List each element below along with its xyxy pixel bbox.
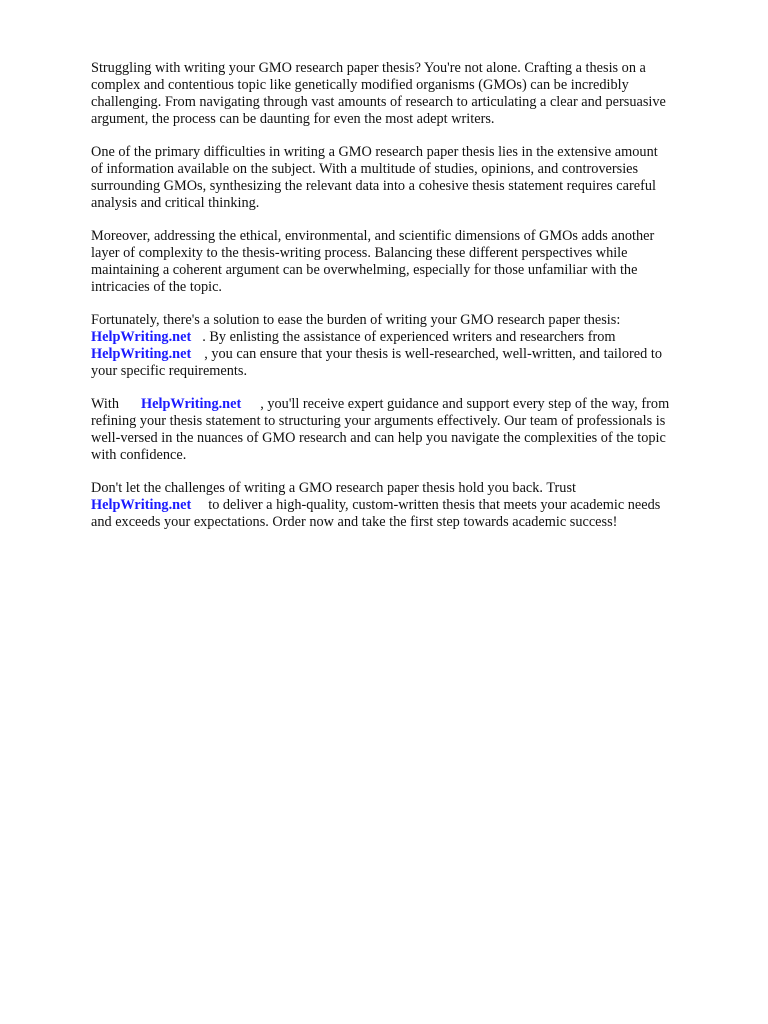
text-fragment: . By enlisting the assistance of experienced writers and researchers from xyxy=(202,329,616,345)
helpwriting-link[interactable]: HelpWriting.net xyxy=(91,346,192,362)
helpwriting-link[interactable]: HelpWriting.net xyxy=(141,396,242,412)
paragraph-guidance xyxy=(91,396,731,464)
text-line: intricacies of the topic. xyxy=(91,279,223,295)
text-line: with confidence. xyxy=(91,447,187,463)
helpwriting-link[interactable]: HelpWriting.net xyxy=(91,497,192,513)
text-line xyxy=(91,346,731,363)
text-fragment: to deliver a high-quality, custom-written thesis that meets your academic needs xyxy=(208,497,661,513)
text-fragment: With xyxy=(91,396,120,412)
paragraph-solution xyxy=(91,312,731,380)
text-line: and exceeds your expectations. Order now and take the first step towards academic success! xyxy=(91,514,618,530)
text-line: layer of complexity to the thesis-writing process. Balancing these different perspectives while xyxy=(91,245,628,261)
text-line xyxy=(91,329,731,346)
text-line: challenging. From navigating through vast amounts of research to articulating a clear and persuasive xyxy=(91,94,666,110)
text-line: Moreover, addressing the ethical, environmental, and scientific dimensions of GMOs adds another xyxy=(91,228,655,244)
text-line: Fortunately, there's a solution to ease the burden of writing your GMO research paper thesis: xyxy=(91,312,621,328)
helpwriting-link[interactable]: HelpWriting.net xyxy=(91,329,192,345)
text-line: argument, the process can be daunting for even the most adept writers. xyxy=(91,111,495,127)
paragraph-intro xyxy=(91,60,731,128)
text-line: surrounding GMOs, synthesizing the relevant data into a cohesive thesis statement requires careful xyxy=(91,178,656,194)
text-line: your specific requirements. xyxy=(91,363,248,379)
text-line: One of the primary difficulties in writing a GMO research paper thesis lies in the extensive amount xyxy=(91,144,658,160)
text-line: of information available on the subject. With a multitude of studies, opinions, and controversies xyxy=(91,161,639,177)
paragraph-call-to-action xyxy=(91,480,731,531)
text-fragment: , you'll receive expert guidance and support every step of the way, from xyxy=(260,396,670,412)
paragraph-difficulties xyxy=(91,144,731,212)
text-line xyxy=(91,396,731,413)
text-line: refining your thesis statement to structuring your arguments effectively. Our team of professionals is xyxy=(91,413,666,429)
text-line: complex and contentious topic like genetically modified organisms (GMOs) can be incredibly xyxy=(91,77,629,93)
paragraph-complexity xyxy=(91,228,731,296)
text-line: well-versed in the nuances of GMO research and can help you navigate the complexities of the topic xyxy=(91,430,666,446)
text-line: maintaining a coherent argument can be overwhelming, especially for those unfamiliar with the xyxy=(91,262,638,278)
text-line: Don't let the challenges of writing a GMO research paper thesis hold you back. Trust xyxy=(91,480,576,496)
document-page xyxy=(91,60,731,547)
text-line: Struggling with writing your GMO research paper thesis? You're not alone. Crafting a thesis on a xyxy=(91,60,646,76)
text-line xyxy=(91,497,731,514)
text-line: analysis and critical thinking. xyxy=(91,195,260,211)
text-fragment: , you can ensure that your thesis is well-researched, well-written, and tailored to xyxy=(204,346,662,362)
